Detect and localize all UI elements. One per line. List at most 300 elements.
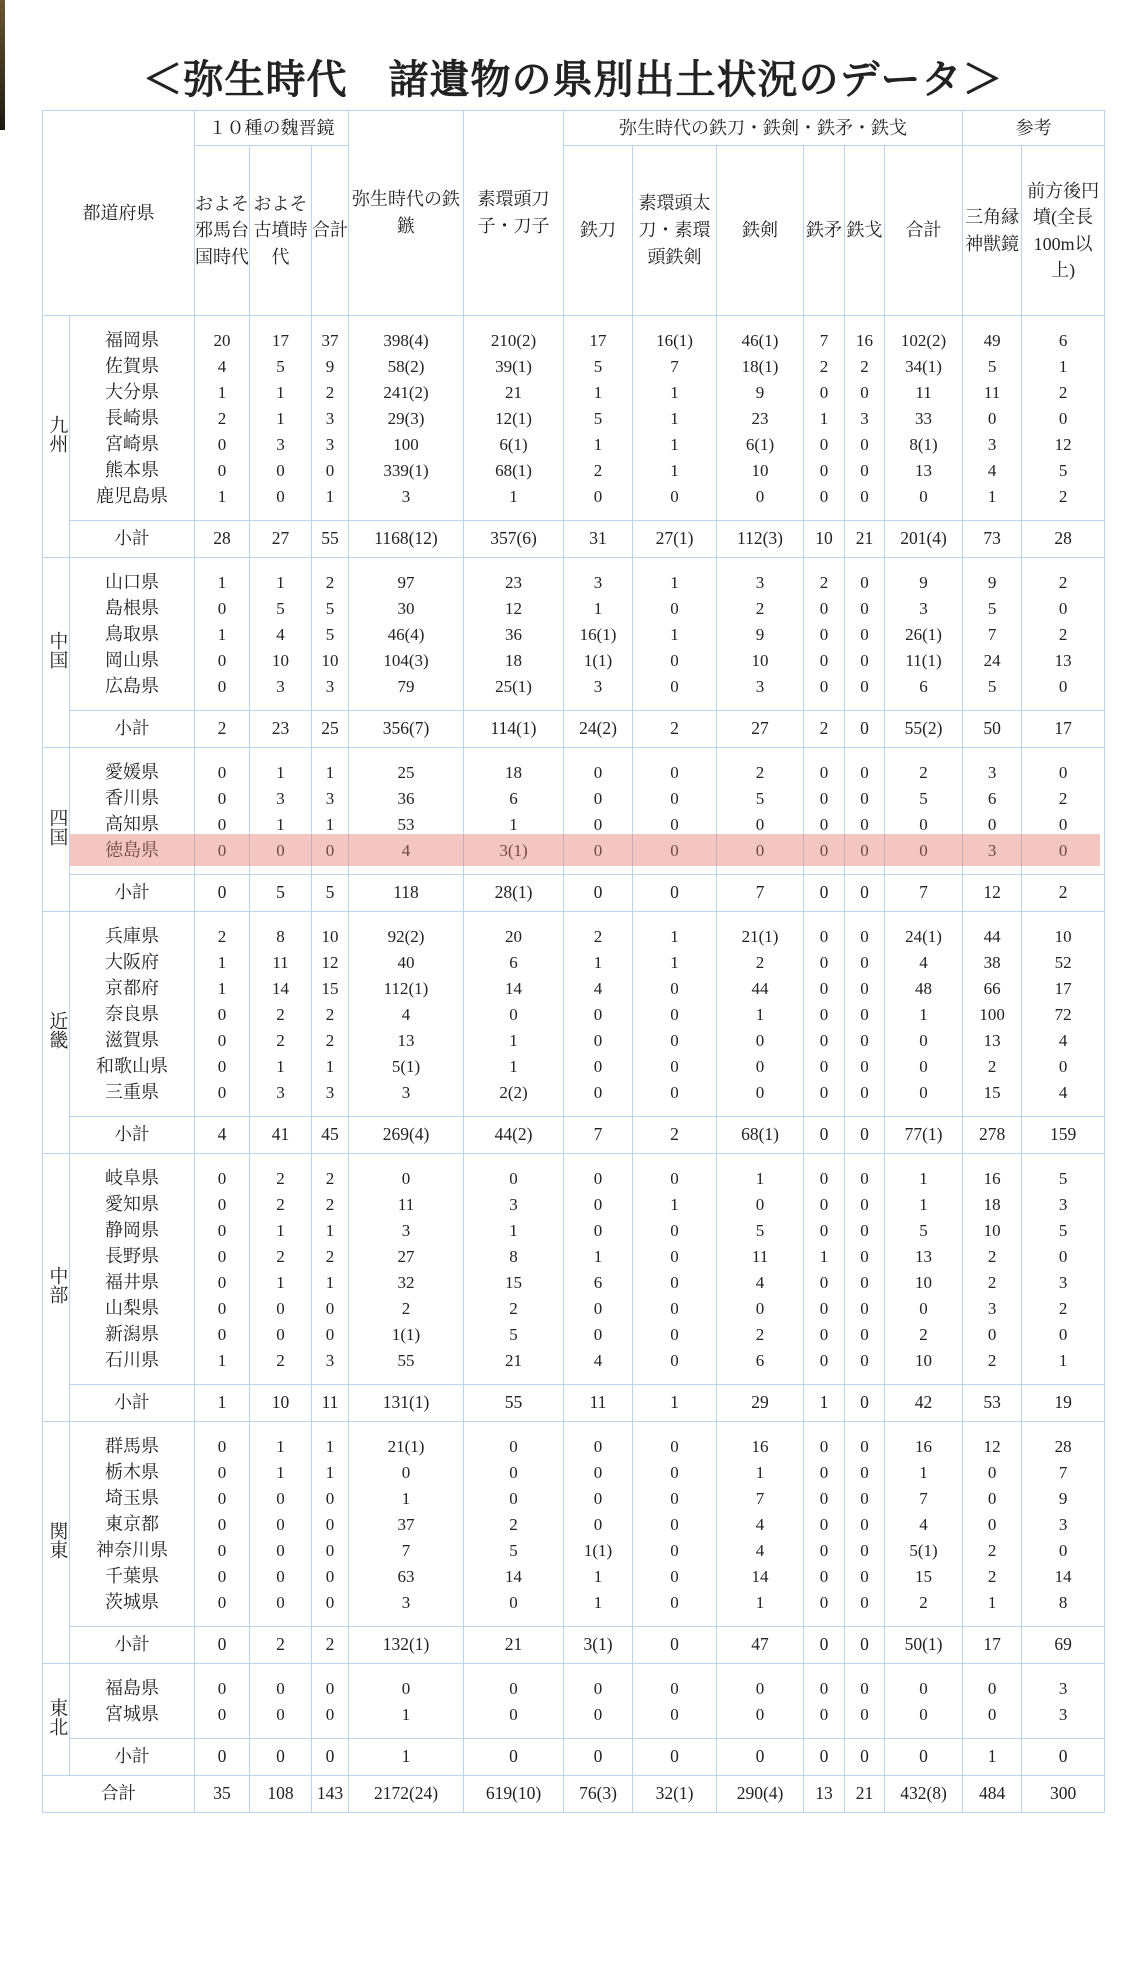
table-value: 2 — [755, 763, 765, 782]
subtotal-value: 0 — [845, 1739, 885, 1776]
table-value: 0 — [819, 1437, 829, 1456]
header-keyhole-tumulus: 前方後円墳(全長100m以上) — [1022, 146, 1105, 316]
table-value: 0 — [217, 1031, 227, 1050]
table-value: 0 — [276, 1593, 285, 1612]
subtotal-row — [43, 1117, 1105, 1154]
table-value: 5 — [1058, 461, 1068, 480]
table-value: 32 — [397, 1273, 415, 1292]
subtotal-value: 0 — [633, 875, 717, 912]
table-value: 6 — [509, 789, 518, 808]
table-value: 14 — [505, 1567, 523, 1586]
table-value: 0 — [217, 1515, 227, 1534]
subtotal-value: 17 — [963, 1627, 1022, 1664]
table-value: 4 — [755, 1273, 765, 1292]
table-value: 1 — [593, 1247, 603, 1266]
table-value: 0 — [1058, 1057, 1068, 1076]
region-name: 関東 — [46, 1521, 68, 1560]
table-value: 10 — [272, 651, 289, 670]
table-value: 0 — [670, 487, 679, 506]
subtotal-value: 45 — [312, 1117, 349, 1154]
table-value: 66 — [983, 979, 1001, 998]
subtotal-value: 0 — [845, 1385, 885, 1422]
table-value: 10 — [1054, 927, 1072, 946]
table-value: 4 — [401, 841, 411, 860]
table-value: 0 — [987, 815, 997, 834]
region-label — [43, 748, 70, 912]
table-value: 0 — [276, 487, 285, 506]
data-column-cell — [804, 558, 845, 711]
table-value: 0 — [276, 1515, 285, 1534]
table-value: 9 — [1058, 1489, 1068, 1508]
table-value: 18(1) — [741, 357, 779, 376]
table-value: 21 — [505, 383, 523, 402]
data-column-cell — [1022, 1664, 1105, 1739]
table-value: 0 — [670, 815, 679, 834]
table-value: 1 — [276, 1273, 285, 1292]
table-value: 0 — [860, 1221, 869, 1240]
table-value: 0 — [819, 815, 829, 834]
subtotal-value: 17 — [1022, 711, 1105, 748]
region-name: 中部 — [46, 1266, 68, 1305]
data-column-cell — [464, 912, 564, 1117]
table-value: 33 — [915, 409, 933, 428]
table-value: 0 — [670, 1031, 679, 1050]
table-value: 1 — [401, 1489, 411, 1508]
table-value: 0 — [860, 1463, 869, 1482]
table-value: 1 — [509, 1221, 518, 1240]
subtotal-value: 2 — [250, 1627, 312, 1664]
subtotal-value: 132(1) — [349, 1627, 464, 1664]
table-value: 0 — [819, 383, 829, 402]
total-value: 290(4) — [717, 1776, 804, 1813]
table-value: 0 — [1058, 677, 1068, 696]
table-value: 4 — [217, 357, 227, 376]
prefecture-name: 広島県 — [105, 676, 159, 696]
table-value: 1 — [509, 1057, 518, 1076]
table-value: 0 — [819, 1489, 829, 1508]
table-value: 1 — [276, 1463, 285, 1482]
header-prefecture: 都道府県 — [43, 111, 195, 316]
table-value: 15 — [321, 979, 339, 998]
prefecture-name: 茨城県 — [105, 1592, 159, 1612]
table-value: 0 — [593, 1005, 603, 1024]
subtotal-value: 0 — [195, 1739, 250, 1776]
table-value: 0 — [860, 979, 869, 998]
subtotal-value: 7 — [717, 875, 804, 912]
data-column-cell — [464, 558, 564, 711]
table-value: 0 — [919, 1031, 928, 1050]
table-value: 4 — [276, 625, 285, 644]
table-value: 26(1) — [905, 625, 942, 644]
table-value: 0 — [819, 1679, 829, 1698]
table-value: 3 — [987, 763, 997, 782]
table-value: 1 — [593, 953, 603, 972]
table-value: 3 — [325, 1351, 335, 1370]
subtotal-value: 2 — [312, 1627, 349, 1664]
table-value: 0 — [593, 815, 603, 834]
table-value: 0 — [819, 487, 829, 506]
data-column-cell — [845, 1422, 885, 1627]
table-value: 0 — [670, 1489, 679, 1508]
table-value: 14 — [272, 979, 289, 998]
table-value: 2 — [1058, 625, 1068, 644]
table-value: 0 — [325, 841, 335, 860]
table-value: 48 — [915, 979, 933, 998]
table-value: 0 — [819, 841, 829, 860]
table-value: 44 — [751, 979, 769, 998]
table-value: 0 — [670, 763, 679, 782]
subtotal-value: 44(2) — [464, 1117, 564, 1154]
prefecture-name: 長野県 — [105, 1246, 159, 1266]
table-value: 52 — [1054, 953, 1072, 972]
table-value: 1 — [325, 1221, 335, 1240]
subtotal-label: 小計 — [70, 711, 195, 748]
subtotal-value: 24(2) — [564, 711, 633, 748]
subtotal-value: 131(1) — [349, 1385, 464, 1422]
table-value: 0 — [819, 789, 829, 808]
subtotal-value: 28 — [195, 521, 250, 558]
prefecture-name: 埼玉県 — [105, 1488, 159, 1508]
table-value: 3 — [325, 435, 335, 454]
table-value: 0 — [276, 1679, 285, 1698]
table-value: 0 — [593, 1325, 603, 1344]
table-value: 2 — [401, 1299, 411, 1318]
data-column-cell — [845, 748, 885, 875]
table-value: 3 — [860, 409, 869, 428]
table-value: 0 — [217, 599, 227, 618]
page — [42, 40, 1104, 1813]
header-yamatai-era: およそ邪馬台国時代 — [195, 146, 250, 316]
subtotal-value: 7 — [564, 1117, 633, 1154]
table-value: 0 — [509, 1169, 518, 1188]
table-value: 2 — [1058, 383, 1068, 402]
table-value: 13 — [983, 1031, 1001, 1050]
table-value: 1 — [217, 573, 227, 592]
subtotal-value: 0 — [845, 1117, 885, 1154]
table-value: 1 — [325, 1273, 335, 1292]
data-column-cell — [195, 1154, 250, 1385]
table-value: 5 — [1058, 1169, 1068, 1188]
table-value: 0 — [593, 1221, 603, 1240]
table-value: 21 — [505, 1351, 523, 1370]
data-column-cell — [1022, 316, 1105, 521]
table-value: 16 — [856, 331, 874, 350]
data-column-cell — [250, 558, 312, 711]
table-value: 13 — [1054, 651, 1072, 670]
table-value: 1 — [819, 1247, 829, 1266]
table-value: 0 — [325, 1593, 335, 1612]
table-value: 21(1) — [741, 927, 779, 946]
table-value: 1 — [819, 409, 829, 428]
subtotal-value: 27 — [250, 521, 312, 558]
table-value: 0 — [509, 1705, 518, 1724]
table-value: 30 — [397, 599, 415, 618]
table-value: 0 — [217, 1005, 227, 1024]
data-column-cell — [885, 1154, 963, 1385]
subtotal-value: 5 — [312, 875, 349, 912]
total-value: 21 — [845, 1776, 885, 1813]
prefecture-name: 佐賀県 — [105, 356, 159, 376]
table-value: 17 — [589, 331, 607, 350]
table-value: 1 — [670, 461, 679, 480]
prefecture-name: 宮崎県 — [105, 434, 159, 454]
region-name: 九州 — [46, 415, 68, 454]
subtotal-value: 19 — [1022, 1385, 1105, 1422]
table-value: 0 — [819, 599, 829, 618]
table-value: 0 — [860, 1057, 869, 1076]
table-value: 2 — [919, 1325, 928, 1344]
table-value: 0 — [819, 1463, 829, 1482]
table-value: 2 — [919, 763, 928, 782]
table-value: 0 — [1058, 1325, 1068, 1344]
table-value: 21(1) — [387, 1437, 425, 1456]
table-value: 0 — [593, 1031, 603, 1050]
table-value: 1 — [755, 1593, 765, 1612]
table-value: 4 — [919, 953, 928, 972]
table-value: 2 — [593, 461, 603, 480]
data-column-cell — [564, 1664, 633, 1739]
table-value: 8 — [509, 1247, 518, 1266]
table-value: 1 — [325, 1463, 335, 1482]
table-value: 14 — [505, 979, 523, 998]
data-column-cell — [464, 1154, 564, 1385]
table-value: 0 — [819, 1031, 829, 1050]
subtotal-value: 25 — [312, 711, 349, 748]
table-value: 0 — [217, 461, 227, 480]
table-value: 8 — [1058, 1593, 1068, 1612]
table-value: 9 — [919, 573, 928, 592]
table-value: 0 — [819, 1705, 829, 1724]
table-value: 0 — [860, 763, 869, 782]
table-value: 0 — [217, 1489, 227, 1508]
prefecture-name: 山口県 — [105, 572, 159, 592]
table-value: 12(1) — [495, 409, 532, 428]
table-value: 0 — [987, 409, 997, 428]
prefecture-list — [70, 1664, 195, 1739]
table-value: 0 — [819, 651, 829, 670]
data-column-cell — [845, 1664, 885, 1739]
table-value: 0 — [217, 841, 227, 860]
table-value: 14 — [1054, 1567, 1072, 1586]
header-group-iron-weapons: 弥生時代の鉄刀・鉄剣・鉄矛・鉄戈 — [564, 111, 963, 146]
subtotal-value: 0 — [804, 1627, 845, 1664]
data-column-cell — [804, 912, 845, 1117]
table-value: 44 — [983, 927, 1001, 946]
data-column-cell — [464, 1422, 564, 1627]
table-value: 2 — [276, 1195, 285, 1214]
header-iron-sword: 鉄刀 — [564, 146, 633, 316]
table-value: 2 — [987, 1057, 997, 1076]
prefecture-name: 静岡県 — [105, 1220, 159, 1240]
table-value: 0 — [325, 1541, 335, 1560]
table-value: 0 — [987, 1515, 997, 1534]
subtotal-value: 0 — [845, 875, 885, 912]
table-value: 1 — [593, 435, 603, 454]
table-value: 0 — [860, 1515, 869, 1534]
table-value: 36 — [505, 625, 523, 644]
prefecture-name: 鹿児島県 — [96, 486, 168, 506]
table-value: 1 — [401, 1705, 411, 1724]
table-value: 20 — [213, 331, 231, 350]
total-value: 13 — [804, 1776, 845, 1813]
data-column-cell — [717, 748, 804, 875]
table-value: 58(2) — [387, 357, 425, 376]
data-column-cell — [717, 316, 804, 521]
table-value: 339(1) — [383, 461, 429, 480]
data-column-cell — [885, 912, 963, 1117]
data-column-cell — [349, 1422, 464, 1627]
table-value: 3 — [276, 435, 285, 454]
table-value: 17 — [272, 331, 289, 350]
table-value: 1 — [325, 487, 335, 506]
table-value: 0 — [819, 953, 829, 972]
table-value: 100 — [979, 1005, 1005, 1024]
table-value: 0 — [670, 1705, 679, 1724]
subtotal-value: 12 — [963, 875, 1022, 912]
subtotal-value: 0 — [804, 875, 845, 912]
subtotal-value: 0 — [195, 1627, 250, 1664]
subtotal-value: 112(3) — [717, 521, 804, 558]
data-column-cell — [195, 316, 250, 521]
table-value: 3 — [593, 677, 603, 696]
prefecture-list — [70, 558, 195, 711]
subtotal-value: 29 — [717, 1385, 804, 1422]
page-title: ＜弥生時代 諸遺物の県別出土状況のデータ＞ — [142, 56, 1004, 103]
subtotal-value: 0 — [250, 1739, 312, 1776]
region-row — [43, 1154, 1105, 1385]
table-value: 6 — [1058, 331, 1068, 350]
table-value: 0 — [276, 1325, 285, 1344]
table-value: 0 — [593, 789, 603, 808]
table-value: 3 — [987, 1299, 997, 1318]
table-value: 0 — [755, 841, 765, 860]
table-value: 0 — [860, 1325, 869, 1344]
table-value: 2 — [1058, 1299, 1068, 1318]
table-value: 16 — [915, 1437, 933, 1456]
subtotal-value: 50 — [963, 711, 1022, 748]
table-value: 0 — [819, 979, 829, 998]
table-value: 5 — [325, 625, 335, 644]
table-value: 0 — [670, 1005, 679, 1024]
header-iron-blade: 鉄剣 — [717, 146, 804, 316]
table-value: 1 — [670, 573, 679, 592]
table-value: 5 — [509, 1325, 518, 1344]
header-iron-arrowheads: 弥生時代の鉄鏃 — [349, 111, 464, 316]
table-value: 0 — [860, 927, 869, 946]
data-column-cell — [195, 748, 250, 875]
table-value: 3 — [276, 1083, 285, 1102]
subtotal-value: 1 — [804, 1385, 845, 1422]
prefecture-list — [70, 748, 195, 875]
table-value: 23 — [505, 573, 523, 592]
table-value: 2 — [325, 1247, 335, 1266]
data-column-cell — [804, 748, 845, 875]
subtotal-value: 2 — [633, 711, 717, 748]
table-value: 28 — [1054, 1437, 1072, 1456]
data-column-cell — [349, 558, 464, 711]
table-value: 0 — [217, 435, 227, 454]
table-value: 0 — [1058, 841, 1068, 860]
table-value: 0 — [217, 1593, 227, 1612]
table-value: 0 — [217, 789, 227, 808]
table-value: 0 — [670, 1463, 679, 1482]
data-column-cell — [963, 558, 1022, 711]
table-value: 0 — [325, 1567, 335, 1586]
region-label — [43, 1422, 70, 1664]
table-value: 2 — [987, 1247, 997, 1266]
table-value: 0 — [860, 953, 869, 972]
total-value: 2172(24) — [349, 1776, 464, 1813]
table-value: 2 — [987, 1351, 997, 1370]
table-value: 34(1) — [905, 357, 942, 376]
table-value: 1 — [276, 1221, 285, 1240]
table-value: 12 — [983, 1437, 1001, 1456]
table-value: 5 — [755, 789, 765, 808]
table-value: 0 — [276, 1299, 285, 1318]
table-value: 0 — [755, 1705, 765, 1724]
table-value: 1 — [670, 383, 679, 402]
total-label: 合計 — [43, 1776, 195, 1813]
data-column-cell — [633, 1422, 717, 1627]
table-value: 0 — [593, 1083, 603, 1102]
table-value: 1(1) — [391, 1325, 421, 1344]
table-body — [43, 316, 1105, 1813]
table-value: 7 — [670, 357, 679, 376]
prefecture-name: 愛媛県 — [105, 762, 159, 782]
table-value: 3 — [987, 841, 997, 860]
table-value: 0 — [217, 1705, 227, 1724]
region-label — [43, 1664, 70, 1776]
table-value: 6 — [755, 1351, 765, 1370]
table-value: 0 — [860, 1705, 869, 1724]
table-value: 0 — [819, 1169, 829, 1188]
data-column-cell — [464, 316, 564, 521]
table-value: 1(1) — [583, 651, 613, 670]
data-column-cell — [312, 558, 349, 711]
table-value: 241(2) — [383, 383, 429, 402]
table-value: 2 — [276, 1031, 285, 1050]
table-value: 0 — [919, 1299, 928, 1318]
table-value: 1 — [509, 1031, 518, 1050]
subtotal-value: 278 — [963, 1117, 1022, 1154]
table-value: 0 — [217, 1247, 227, 1266]
prefecture-name: 神奈川県 — [96, 1540, 168, 1560]
header-group-reference: 参考 — [963, 111, 1105, 146]
table-value: 36 — [397, 789, 415, 808]
data-column-cell — [963, 912, 1022, 1117]
data-column-cell — [312, 1422, 349, 1627]
table-value: 0 — [755, 1299, 765, 1318]
table-value: 0 — [217, 1463, 227, 1482]
table-value: 7 — [919, 1489, 928, 1508]
table-value: 0 — [819, 1593, 829, 1612]
table-value: 4 — [401, 1005, 411, 1024]
table-value: 9 — [325, 357, 335, 376]
subtotal-value: 27(1) — [633, 521, 717, 558]
table-value: 5 — [987, 357, 997, 376]
subtotal-value: 5 — [250, 875, 312, 912]
data-column-cell — [195, 1664, 250, 1739]
table-value: 0 — [217, 1437, 227, 1456]
prefecture-name: 熊本県 — [105, 460, 159, 480]
table-value: 13 — [397, 1031, 415, 1050]
data-column-cell — [312, 1664, 349, 1739]
table-value: 55 — [397, 1351, 415, 1370]
table-value: 6 — [919, 677, 928, 696]
subtotal-value: 0 — [195, 875, 250, 912]
table-value: 68(1) — [495, 461, 532, 480]
subtotal-value: 50(1) — [885, 1627, 963, 1664]
